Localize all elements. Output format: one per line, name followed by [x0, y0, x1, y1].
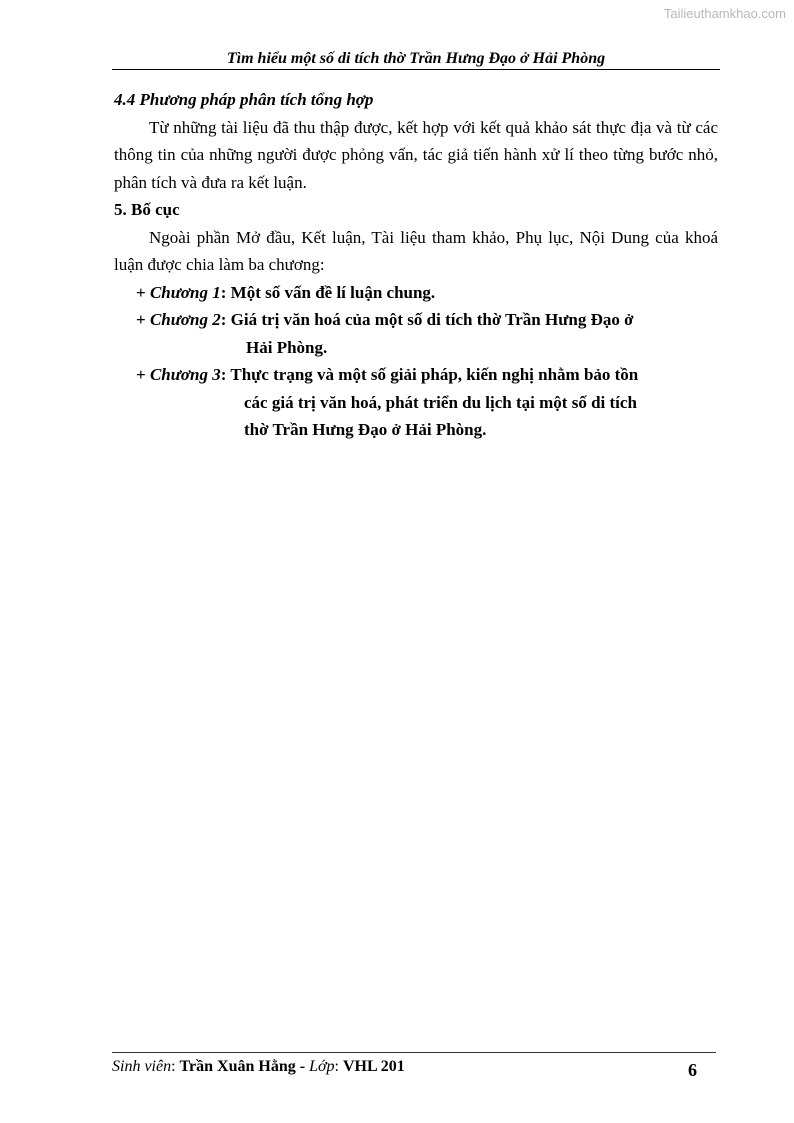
running-header-title: Tìm hiểu một số di tích thờ Trần Hưng Đạo ở Hải Phòng	[226, 50, 606, 67]
student-label: Sinh viên	[112, 1058, 172, 1075]
chapter-3-continuation-1: các giá trị văn hoá, phát triển du lịch tại một số di tích	[244, 392, 637, 412]
class-label: Lớp	[309, 1058, 335, 1075]
chapter-3-continuation-2: thờ Trần Hưng Đạo ở Hải Phòng.	[244, 420, 487, 439]
chapter-3-label: Chương 3	[149, 365, 221, 384]
section-4-4-paragraph: Từ những tài liệu đã thu thập được, kết hợp với kết quả khảo sát thực địa và từ các thông tin của những người được phỏng vấn, tác giả tiến hành xử lí theo từng bước nhỏ, phân tích và đưa ra kết luận.	[114, 117, 718, 192]
chapter-2-line	[114, 306, 718, 334]
chapter-1-label: Chương 1	[149, 282, 221, 302]
footer-dash: -	[295, 1058, 310, 1075]
chapter-prefix: +	[136, 310, 150, 329]
chapter-2-continuation: Hải Phòng.	[246, 337, 328, 357]
student-name: Trần Xuân Hằng	[179, 1058, 296, 1075]
section-heading-4-4: 4.4 Phương pháp phân tích tổng hợp	[114, 90, 374, 109]
chapter-prefix: +	[136, 282, 150, 302]
chapter-1-line	[114, 279, 718, 307]
chapter-2-title: Giá trị văn hoá của một số di tích thờ Trần Hưng Đạo ở	[230, 310, 634, 329]
chapter-prefix: +	[136, 365, 150, 384]
section-5-paragraph: Ngoài phần Mở đầu, Kết luận, Tài liệu tham khảo, Phụ lục, Nội Dung của khoá luận được chia làm ba chương:	[114, 227, 718, 274]
footer-divider	[112, 1052, 716, 1053]
chapter-3-title: Thực trạng và một số giải pháp, kiến nghị nhằm bảo tồn	[230, 365, 639, 384]
page-body	[114, 86, 718, 444]
student-sep: :	[171, 1058, 180, 1075]
header-divider	[112, 69, 720, 70]
section-heading-5: 5. Bố cục	[114, 200, 180, 219]
class-sep: :	[334, 1058, 343, 1075]
chapter-sep: :	[220, 310, 231, 329]
chapter-sep: :	[220, 282, 231, 302]
page-number: 6	[688, 1060, 697, 1080]
chapter-2-label: Chương 2	[149, 310, 221, 329]
chapter-3-line	[114, 361, 718, 389]
class-value: VHL 201	[342, 1058, 405, 1075]
chapter-1-title: Một số vấn đề lí luận chung.	[230, 282, 436, 302]
watermark: Tailieuthamkhao.com	[663, 6, 786, 21]
running-footer	[112, 1058, 716, 1076]
chapter-sep: :	[220, 365, 231, 384]
